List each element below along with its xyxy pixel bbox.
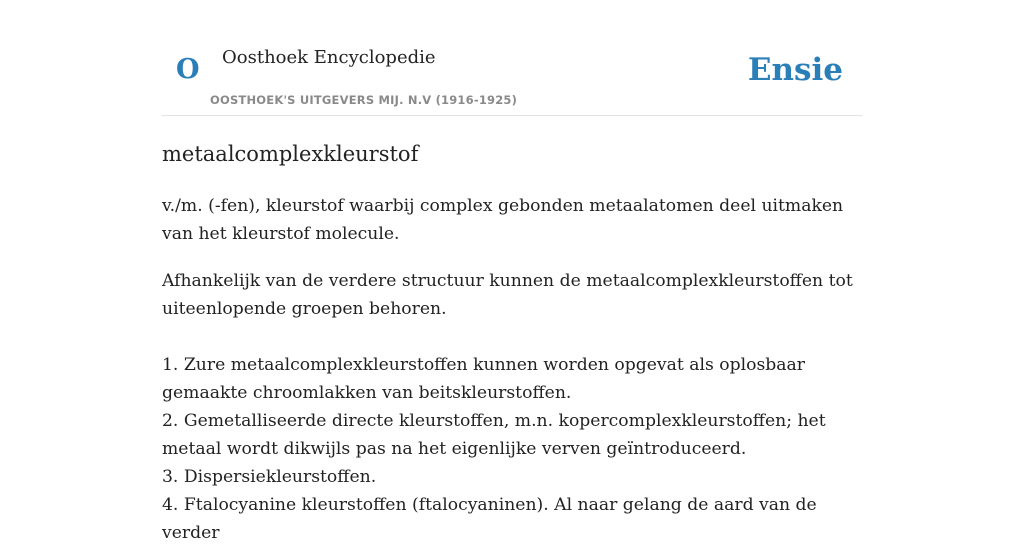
intro-paragraph: Afhankelijk van de verdere structuur kunnen de metaalcomplexkleurstoffen tot uiteenlopende groepen behoren. bbox=[162, 271, 853, 319]
entry-title: metaalcomplexkleurstof bbox=[162, 142, 419, 166]
list-item: 3. Dispersiekleurstoffen. bbox=[162, 467, 377, 487]
list-item: 1. Zure metaalcomplexkleurstoffen kunnen worden opgevat als oplosbaar gemaakte chroomlakken van beitskleurstoffen. bbox=[162, 355, 806, 403]
numbered-list bbox=[162, 351, 862, 547]
publisher-label: OOSTHOEK'S UITGEVERS MIJ. N.V (1916-1925) bbox=[210, 93, 518, 107]
list-item: 4. Ftalocyanine kleurstoffen (ftalocyaninen). Al naar gelang de aard van de verder bbox=[162, 495, 817, 543]
encyclopedia-title[interactable]: Oosthoek Encyclopedie bbox=[222, 47, 436, 68]
brand-logo[interactable]: Ensie bbox=[747, 52, 843, 88]
list-item: 2. Gemetalliseerde directe kleurstoffen, m.n. kopercomplexkleurstoffen; het metaal wordt dikwijls pas na het eigenlijke verven geïntroduceerd. bbox=[162, 411, 826, 459]
site-header bbox=[162, 40, 862, 116]
article bbox=[162, 138, 862, 547]
definition-paragraph: v./m. (-fen), kleurstof waarbij complex gebonden metaalatomen deel uitmaken van het kleurstof molecule. bbox=[162, 196, 844, 244]
logo-icon[interactable]: O bbox=[176, 54, 200, 85]
